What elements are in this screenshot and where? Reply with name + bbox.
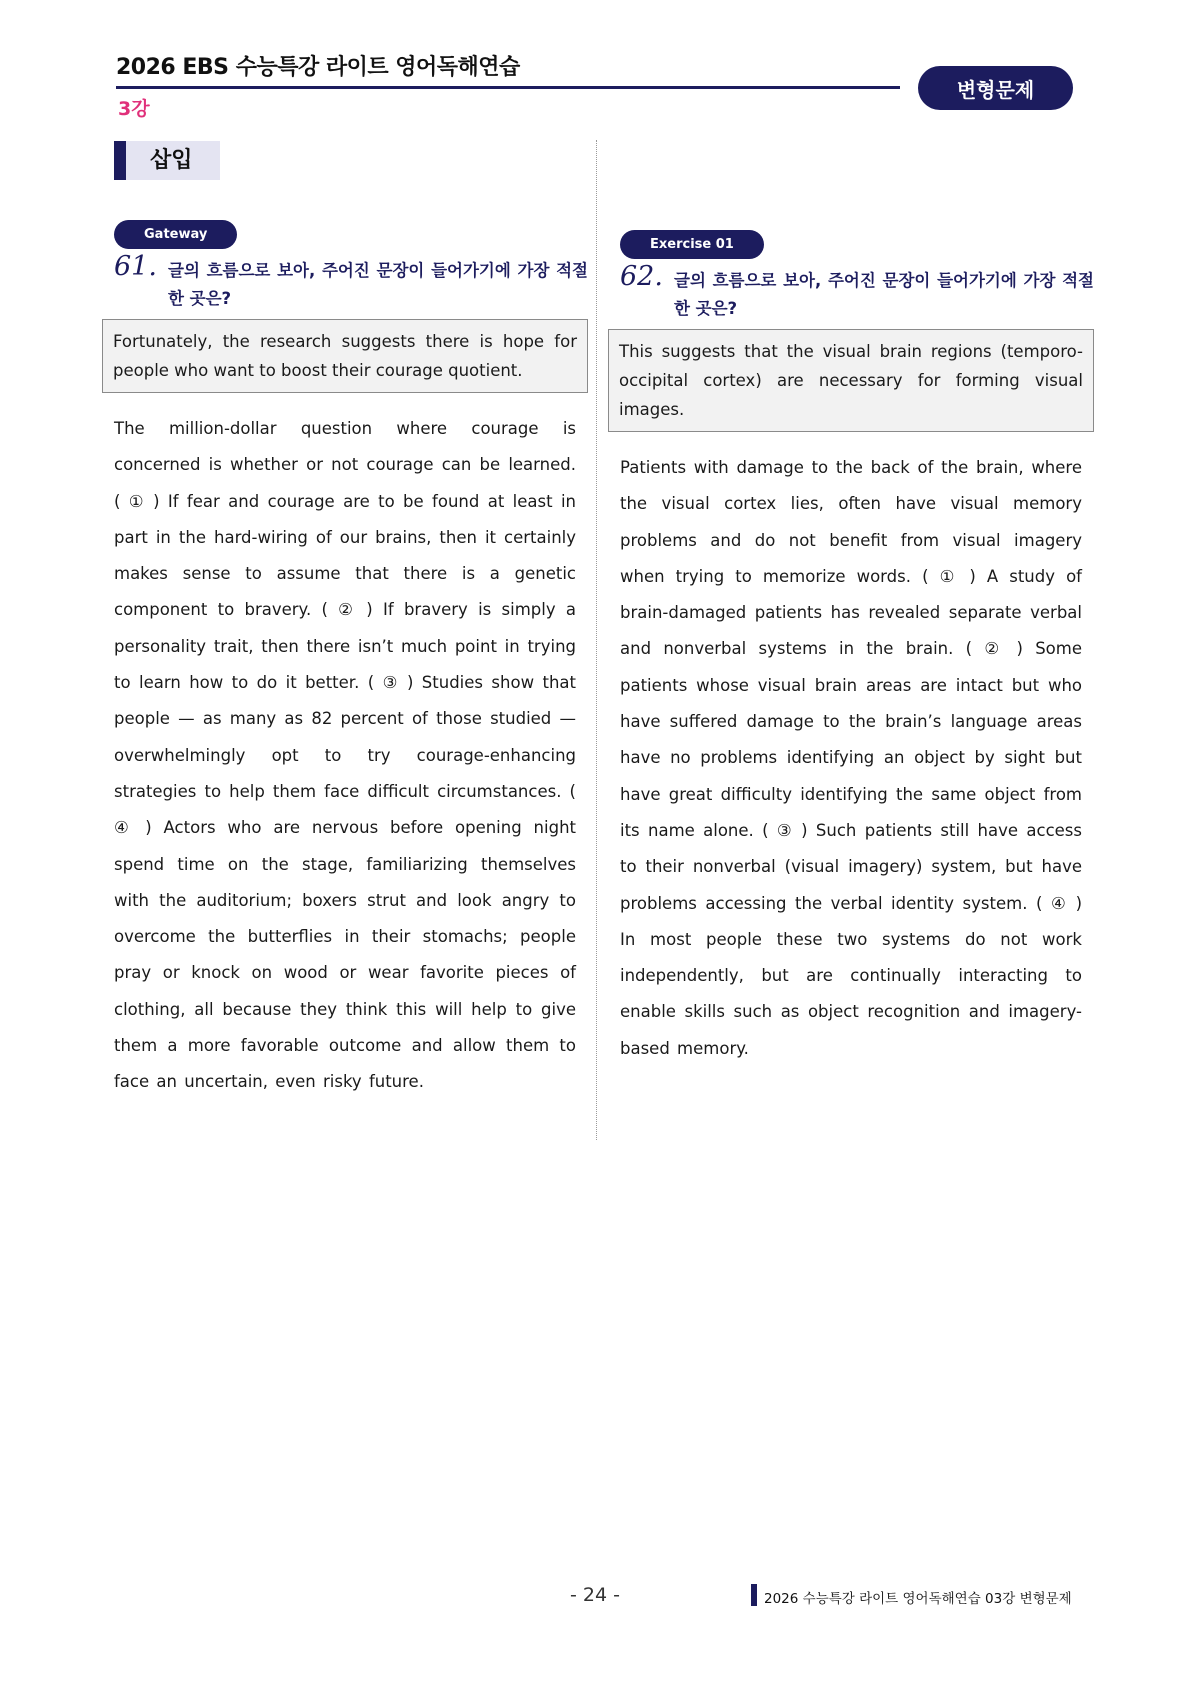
question-prompt: 글의 흐름으로 보아, 주어진 문장이 들어가기에 가장 적절한 곳은?	[168, 261, 588, 308]
column-divider	[596, 140, 597, 1140]
question-prompt: 글의 흐름으로 보아, 주어진 문장이 들어가기에 가장 적절한 곳은?	[674, 271, 1094, 318]
question-62	[608, 230, 1094, 1067]
footer-title: 2026 수능특강 라이트 영어독해연습 03강 변형문제	[764, 1591, 1072, 1607]
lesson-label: 3강	[118, 98, 150, 120]
question-header	[608, 261, 1094, 323]
exercise-pill: Exercise 01	[620, 230, 764, 259]
footer-accent-bar	[751, 1584, 757, 1606]
passage-text: Patients with damage to the back of the brain, where the visual cortex lies, often have visual memory problems and do not benefit from visual imagery when trying to memorize words. ( ① ) A study of brain-damaged patients has revealed separate verbal and nonverbal systems in the brain. ( ② ) Some patients whose visual brain areas are intact but who have suffered damage to the brain’s language areas have no problems identifying an object by sight but have great difficulty identifying the same object from its name alone. ( ③ ) Such patients still have access to their nonverbal (visual imagery) system, but have problems accessing the verbal identity system. ( ④ ) In most people these two systems do not work independently, but are continually interacting to enable skills such as object recognition and imagery-based memory.	[620, 458, 1082, 1058]
gateway-pill: Gateway	[114, 220, 237, 249]
page-number: - 24 -	[570, 1584, 620, 1606]
document-title: 2026 EBS 수능특강 라이트 영어독해연습	[116, 55, 520, 80]
question-number: 62.	[620, 261, 663, 292]
question-61	[102, 220, 588, 1101]
question-header	[102, 251, 588, 313]
question-number: 61.	[114, 251, 157, 282]
header-rule	[116, 86, 900, 89]
section-label: 삽입	[150, 148, 193, 173]
section-tag	[114, 141, 220, 180]
passage-text: The million-dollar question where courage is concerned is whether or not courage can be learned. ( ① ) If fear and courage are to be found at least in part in the hard-wiring of our brains, then it certainly makes sense to assume that there is a genetic component to bravery. ( ② ) If bravery is simply a personality trait, then there isn’t much point in trying to learn how to do it better. ( ③ ) Studies show that people — as many as 82 percent of those studied — overwhelmingly opt to try courage-enhancing strategies to help them face difficult circumstances. ( ④ ) Actors who are nervous before opening night spend time on the stage, familiarizing themselves with the auditorium; boxers strut and look angry to overcome the butterflies in their stomachs; people pray or knock on wood or wear favorite pieces of clothing, all because they think this will help to give them a more favorable outcome and allow them to face an uncertain, even risky future.	[114, 419, 576, 1092]
given-sentence-box: Fortunately, the research suggests there is hope for people who want to boost their courage quotient.	[102, 319, 588, 393]
category-badge: 변형문제	[918, 66, 1073, 110]
given-sentence-box: This suggests that the visual brain regions (temporo-occipital cortex) are necessary for forming visual images.	[608, 329, 1094, 432]
